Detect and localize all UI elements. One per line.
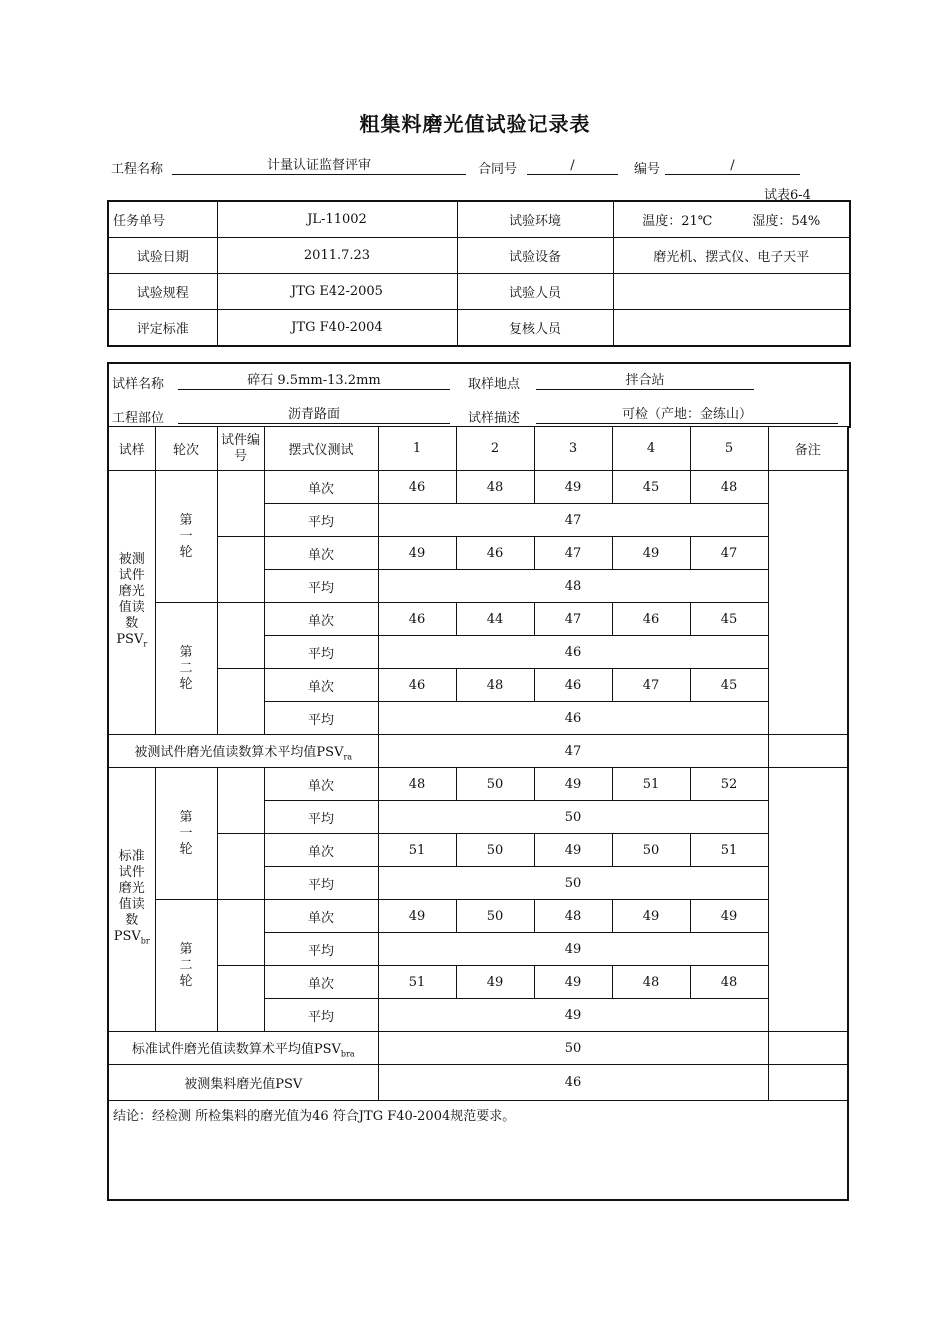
- reading: 45: [690, 603, 768, 636]
- reading: 47: [612, 669, 690, 702]
- col-sample: 试样: [108, 427, 155, 471]
- single-label: 单次: [264, 900, 378, 933]
- tested-group-label: 被测试件磨光值读数 $PSV_r$: [108, 471, 155, 735]
- std-label: 评定标准: [108, 310, 217, 347]
- table-row: [108, 537, 848, 570]
- avg-label: 平均: [264, 933, 378, 966]
- reading: 51: [378, 966, 456, 999]
- equip-label: 试验设备: [457, 238, 613, 274]
- reading: 44: [456, 603, 534, 636]
- number-value: /: [665, 158, 800, 175]
- tested-round1-label: 第一轮: [155, 471, 217, 603]
- reading: 45: [612, 471, 690, 504]
- page-title: 粗集料磨光值试验记录表: [359, 112, 591, 136]
- equip-value: 磨光机、摆式仪、电子天平: [613, 238, 850, 274]
- tester-label: 试验人员: [457, 274, 613, 310]
- reading: 50: [456, 900, 534, 933]
- avg-value: 47: [378, 504, 768, 537]
- avg-value: 49: [378, 999, 768, 1032]
- standard-round2-label: 第二轮: [155, 900, 217, 1032]
- std-value: JTG F40-2004: [217, 310, 457, 347]
- standard-mean-value: 50: [378, 1032, 768, 1065]
- reading: 46: [456, 537, 534, 570]
- reviewer-label: 复核人员: [457, 310, 613, 347]
- reading: 51: [690, 834, 768, 867]
- single-label: 单次: [264, 537, 378, 570]
- tested-round2-label: 第二轮: [155, 603, 217, 735]
- psv-table: [107, 426, 849, 1201]
- avg-value: 48: [378, 570, 768, 603]
- reading: 51: [612, 768, 690, 801]
- reading: 50: [456, 768, 534, 801]
- spec-label: 试验规程: [108, 274, 217, 310]
- table-row: [108, 900, 848, 933]
- avg-value: 50: [378, 867, 768, 900]
- number-label: 编号: [634, 162, 661, 177]
- table-row: [108, 834, 848, 867]
- info-table: [107, 200, 851, 347]
- col-4: 4: [612, 427, 690, 471]
- avg-label: 平均: [264, 636, 378, 669]
- avg-label: 平均: [264, 999, 378, 1032]
- reading: 46: [378, 603, 456, 636]
- col-2: 2: [456, 427, 534, 471]
- reading: 47: [534, 537, 612, 570]
- reading: 49: [534, 768, 612, 801]
- reading: 49: [534, 471, 612, 504]
- reading: 50: [456, 834, 534, 867]
- conclusion: 结论：经检测 所检集料的磨光值为46 符合JTG F40-2004规范要求。: [108, 1101, 848, 1201]
- contract-value: /: [527, 158, 618, 175]
- env-value: [613, 201, 850, 238]
- table-row: [108, 1032, 848, 1065]
- reading: 48: [456, 669, 534, 702]
- table-row: [108, 603, 848, 636]
- contract-label: 合同号: [478, 162, 518, 177]
- single-label: 单次: [264, 471, 378, 504]
- reading: 48: [612, 966, 690, 999]
- reading: 49: [378, 900, 456, 933]
- table-row: [108, 768, 848, 801]
- reading: 46: [612, 603, 690, 636]
- avg-value: 49: [378, 933, 768, 966]
- date-value: 2011.7.23: [217, 238, 457, 274]
- remark-cell: [768, 768, 848, 1032]
- reading: 48: [378, 768, 456, 801]
- reading: 50: [612, 834, 690, 867]
- avg-label: 平均: [264, 801, 378, 834]
- sample-part-label: 工程部位: [112, 411, 165, 426]
- single-label: 单次: [264, 768, 378, 801]
- table-row: [108, 471, 848, 504]
- table-row: [108, 1065, 848, 1101]
- reading: 49: [534, 834, 612, 867]
- reading: 46: [378, 471, 456, 504]
- sample-desc-value: 可检（产地：金练山）: [536, 407, 838, 424]
- reading: 49: [612, 900, 690, 933]
- avg-value: 46: [378, 636, 768, 669]
- env-label: 试验环境: [457, 201, 613, 238]
- sample-site-label: 取样地点: [468, 377, 521, 392]
- reading: 48: [690, 966, 768, 999]
- standard-mean-label: 标准试件磨光值读数算术平均值$PSV_{bra}$: [108, 1032, 378, 1065]
- reading: 48: [534, 900, 612, 933]
- reading: 51: [378, 834, 456, 867]
- project-value: 计量认证监督评审: [172, 158, 466, 175]
- sample-name-value: 碎石 9.5mm-13.2mm: [178, 373, 450, 390]
- tested-mean-value: 47: [378, 735, 768, 768]
- reading: 49: [612, 537, 690, 570]
- remark-cell: [768, 471, 848, 735]
- sample-name-label: 试样名称: [112, 377, 165, 392]
- reading: 49: [534, 966, 612, 999]
- env-temp: 温度：21℃: [642, 214, 713, 229]
- tester-value: [613, 274, 850, 310]
- table-row: [108, 669, 848, 702]
- col-tester: 摆式仪测试: [264, 427, 378, 471]
- single-label: 单次: [264, 834, 378, 867]
- reading: 48: [690, 471, 768, 504]
- single-label: 单次: [264, 669, 378, 702]
- reviewer-value: [613, 310, 850, 347]
- col-3: 3: [534, 427, 612, 471]
- reading: 46: [534, 669, 612, 702]
- sample-desc-label: 试样描述: [468, 411, 521, 426]
- reading: 52: [690, 768, 768, 801]
- reading: 49: [690, 900, 768, 933]
- avg-label: 平均: [264, 867, 378, 900]
- project-label: 工程名称: [111, 162, 164, 177]
- reading: 48: [456, 471, 534, 504]
- avg-value: 46: [378, 702, 768, 735]
- col-round: 轮次: [155, 427, 217, 471]
- task-value: JL-11002: [217, 201, 457, 238]
- task-label: 任务单号: [108, 201, 217, 238]
- reading: 47: [690, 537, 768, 570]
- reading: 47: [534, 603, 612, 636]
- reading: 49: [378, 537, 456, 570]
- spec-value: JTG E42-2005: [217, 274, 457, 310]
- reading: 49: [456, 966, 534, 999]
- form-number: 试表6-4: [764, 188, 811, 203]
- avg-label: 平均: [264, 504, 378, 537]
- col-5: 5: [690, 427, 768, 471]
- single-label: 单次: [264, 603, 378, 636]
- tested-mean-label: 被测试件磨光值读数算术平均值$PSV_{ra}$: [108, 735, 378, 768]
- single-label: 单次: [264, 966, 378, 999]
- table-row: [108, 966, 848, 999]
- reading: 45: [690, 669, 768, 702]
- sample-site-value: 拌合站: [536, 373, 754, 390]
- avg-value: 50: [378, 801, 768, 834]
- result-value: 46: [378, 1065, 768, 1101]
- reading: 46: [378, 669, 456, 702]
- env-humidity: 湿度：54%: [752, 214, 821, 229]
- standard-group-label: 标准试件磨光值读数 $PSV_{br}$: [108, 768, 155, 1032]
- result-label: 被测集料磨光值PSV: [108, 1065, 378, 1101]
- avg-label: 平均: [264, 702, 378, 735]
- standard-round1-label: 第一轮: [155, 768, 217, 900]
- date-label: 试验日期: [108, 238, 217, 274]
- col-specimen: 试件编号: [217, 427, 264, 471]
- col-remark: 备注: [768, 427, 848, 471]
- table-row: [108, 735, 848, 768]
- col-1: 1: [378, 427, 456, 471]
- avg-label: 平均: [264, 570, 378, 603]
- sample-part-value: 沥青路面: [178, 407, 450, 424]
